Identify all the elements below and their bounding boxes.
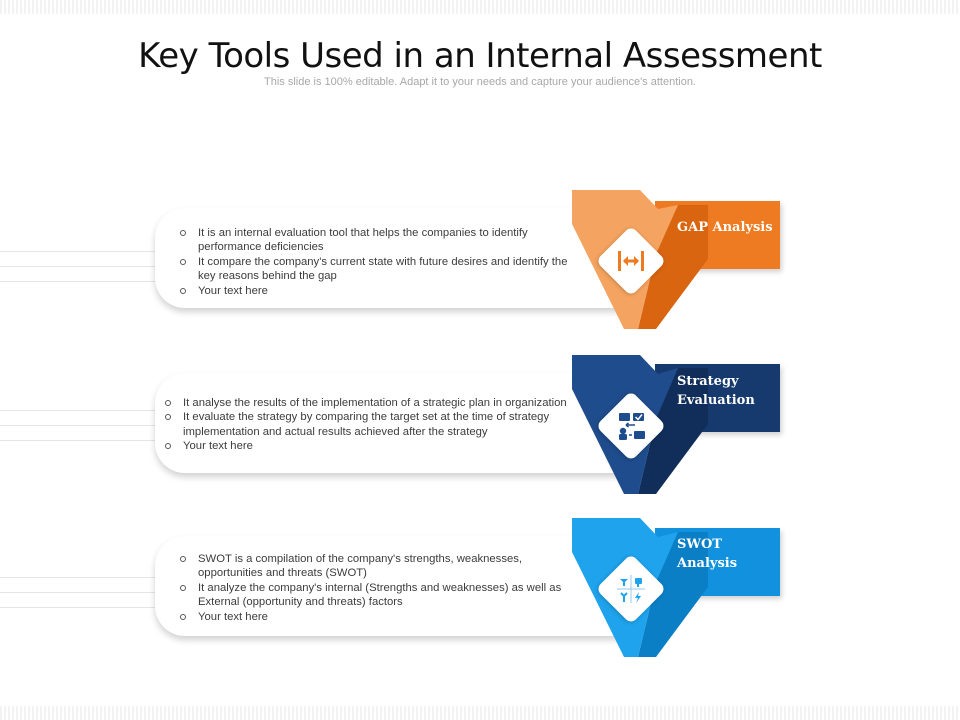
bullet-item: SWOT is a compilation of the company's strengths, weaknesses, opportunities and threats (SWOT) — [179, 552, 571, 581]
bullet-item: It analyze the company's internal (Strengths and weaknesses) as well as External (opportunity and threats) factors — [179, 581, 571, 610]
bullet-item: Your text here — [179, 284, 571, 298]
slide-title: Key Tools Used in an Internal Assessment — [138, 36, 822, 76]
swot-grid-icon — [611, 569, 651, 609]
strategy-flow-icon — [611, 406, 651, 446]
tool-label-line: Evaluation — [677, 393, 755, 408]
tool-label — [677, 535, 777, 573]
bullet-list — [179, 552, 571, 624]
bullet-item: It is an internal evaluation tool that helps the companies to identify performance deficiencies — [179, 226, 571, 255]
decorative-lines — [0, 251, 165, 296]
tool-row-gap-analysis — [0, 180, 960, 330]
tool-label-line: Strategy — [677, 374, 739, 389]
decorative-lines — [0, 410, 165, 455]
slide-subtitle: This slide is 100% editable. Adapt it to your needs and capture your audience's attention. — [264, 76, 696, 88]
bullet-item: Your text here — [179, 610, 571, 624]
arrows-gap-icon — [611, 241, 651, 281]
bullet-item: It evaluate the strategy by comparing the target set at the time of strategy implementation and actual results achieved after the strategy — [164, 410, 584, 439]
tool-label-line: Analysis — [677, 556, 738, 571]
tool-label: GAP Analysis — [677, 220, 773, 235]
decorative-lines — [0, 577, 165, 622]
bullet-item: It analyse the results of the implementation of a strategic plan in organization — [164, 396, 584, 410]
bullet-item: It compare the company's current state with future desires and identify the key reasons behind the gap — [179, 255, 571, 284]
bottom-edge-texture — [0, 706, 960, 720]
top-edge-texture — [0, 0, 960, 14]
bullet-item: Your text here — [164, 439, 584, 453]
tool-label — [677, 372, 777, 410]
bullet-list — [164, 396, 584, 454]
tool-row-swot-analysis — [0, 508, 960, 658]
tool-label-line: SWOT — [677, 537, 722, 552]
bullet-list — [179, 226, 571, 298]
tool-row-strategy-evaluation — [0, 345, 960, 495]
